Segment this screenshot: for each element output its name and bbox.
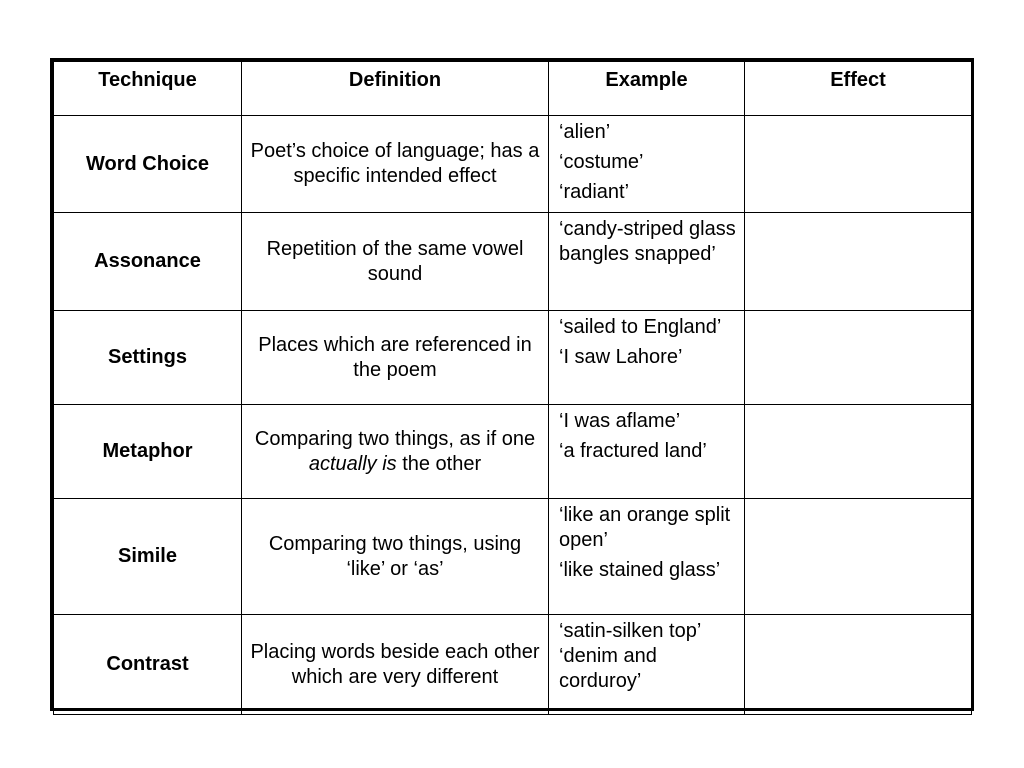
example-cell xyxy=(549,405,745,499)
technique-cell: Contrast xyxy=(54,615,242,715)
techniques-table-container xyxy=(50,58,974,711)
example-text: ‘candy-striped glass bangles snapped’ xyxy=(559,218,736,265)
example-text: ‘a fractured land’ xyxy=(559,440,707,462)
definition-cell: Comparing two things, using ‘like’ or ‘as’ xyxy=(242,499,549,615)
effect-cell xyxy=(745,213,972,311)
table-row xyxy=(54,116,972,213)
header-example: Example xyxy=(549,62,745,116)
table-row xyxy=(54,615,972,715)
definition-cell: Places which are referenced in the poem xyxy=(242,311,549,405)
table-row xyxy=(54,499,972,615)
effect-cell xyxy=(745,116,972,213)
example-text: ‘costume’ xyxy=(559,151,644,173)
example-cell xyxy=(549,615,745,715)
effect-cell xyxy=(745,311,972,405)
effect-cell xyxy=(745,405,972,499)
definition-cell: Placing words beside each other which are very different xyxy=(242,615,549,715)
example-cell xyxy=(549,499,745,615)
table-row xyxy=(54,311,972,405)
definition-emphasis: actually is xyxy=(308,452,397,475)
example-cell xyxy=(549,116,745,213)
technique-cell: Metaphor xyxy=(54,405,242,499)
example-text: ‘radiant’ xyxy=(559,181,630,203)
technique-cell: Settings xyxy=(54,311,242,405)
technique-cell: Simile xyxy=(54,499,242,615)
example-text: ‘alien’ xyxy=(559,121,611,143)
effect-cell xyxy=(745,499,972,615)
definition-text: Comparing two things, as if one xyxy=(254,427,536,450)
table-header-row xyxy=(54,62,972,116)
table-row xyxy=(54,213,972,311)
example-text: ‘denim and corduroy’ xyxy=(559,645,657,692)
poetry-techniques-table xyxy=(53,61,972,715)
definition-cell xyxy=(242,405,549,499)
example-text: ‘like stained glass’ xyxy=(559,559,721,581)
example-text: ‘satin-silken top’ xyxy=(559,620,702,642)
effect-cell xyxy=(745,615,972,715)
example-text: ‘sailed to England’ xyxy=(559,316,722,338)
example-text: ‘I was aflame’ xyxy=(559,410,681,432)
definition-text: the other xyxy=(396,452,482,475)
header-effect: Effect xyxy=(745,62,972,116)
technique-cell: Assonance xyxy=(54,213,242,311)
header-technique: Technique xyxy=(54,62,242,116)
example-text: ‘like an orange split open’ xyxy=(559,504,731,551)
table-row xyxy=(54,405,972,499)
example-cell xyxy=(549,213,745,311)
example-cell xyxy=(549,311,745,405)
definition-cell: Repetition of the same vowel sound xyxy=(242,213,549,311)
definition-cell: Poet’s choice of language; has a specific intended effect xyxy=(242,116,549,213)
example-text: ‘I saw Lahore’ xyxy=(559,346,683,368)
header-definition: Definition xyxy=(242,62,549,116)
technique-cell: Word Choice xyxy=(54,116,242,213)
